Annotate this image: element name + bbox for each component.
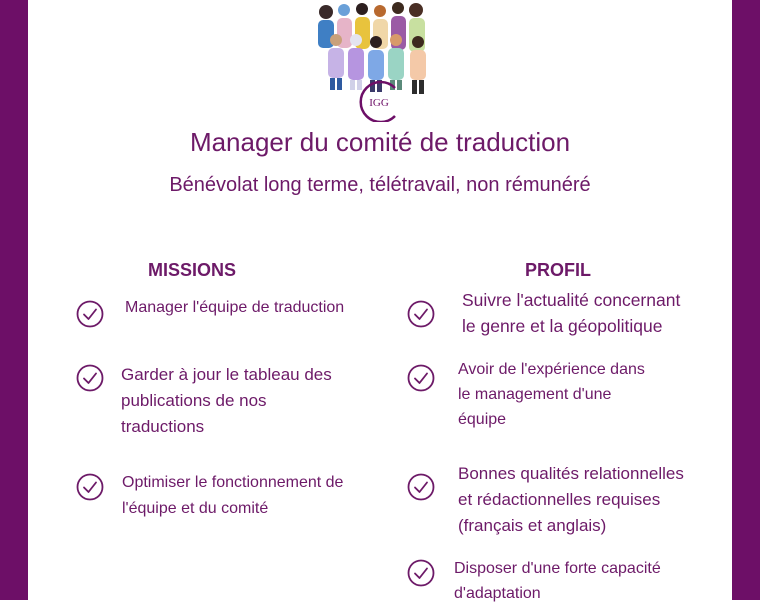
profil-heading: PROFIL bbox=[525, 260, 591, 280]
profil-text: Bonnes qualités relationnelles et rédactionnelles requises (français et anglais) bbox=[458, 464, 684, 535]
mission-text: Garder à jour le tableau des publications de nos traductions bbox=[121, 365, 332, 436]
check-circle-icon bbox=[76, 473, 104, 501]
missions-heading: MISSIONS bbox=[148, 260, 237, 280]
check-circle-icon bbox=[407, 559, 435, 587]
check-circle-icon bbox=[76, 364, 104, 392]
mission-text: Optimiser le fonctionnement de l'équipe et du comité bbox=[122, 474, 344, 517]
igg-logo-text: IGG bbox=[369, 97, 389, 109]
page-title: Manager du comité de traduction bbox=[189, 127, 571, 157]
profil-text: Disposer d'une forte capacité d'adaptation bbox=[454, 560, 661, 602]
check-circle-icon bbox=[407, 300, 435, 328]
profil-text: Suivre l'actualité concernant le genre et la géopolitique bbox=[462, 290, 681, 336]
frame-right-bar bbox=[732, 0, 760, 600]
check-circle-icon bbox=[407, 473, 435, 501]
frame-left-bar bbox=[0, 0, 28, 600]
page-subtitle: Bénévolat long terme, télétravail, non rémunéré bbox=[169, 174, 591, 196]
igg-logo-illustration bbox=[306, 0, 452, 122]
check-circle-icon bbox=[76, 300, 104, 328]
people-group-illustration bbox=[318, 2, 426, 94]
mission-text: Manager l'équipe de traduction bbox=[125, 299, 345, 316]
check-circle-icon bbox=[407, 364, 435, 392]
profil-text: Avoir de l'expérience dans le management d'une équipe bbox=[458, 361, 645, 428]
